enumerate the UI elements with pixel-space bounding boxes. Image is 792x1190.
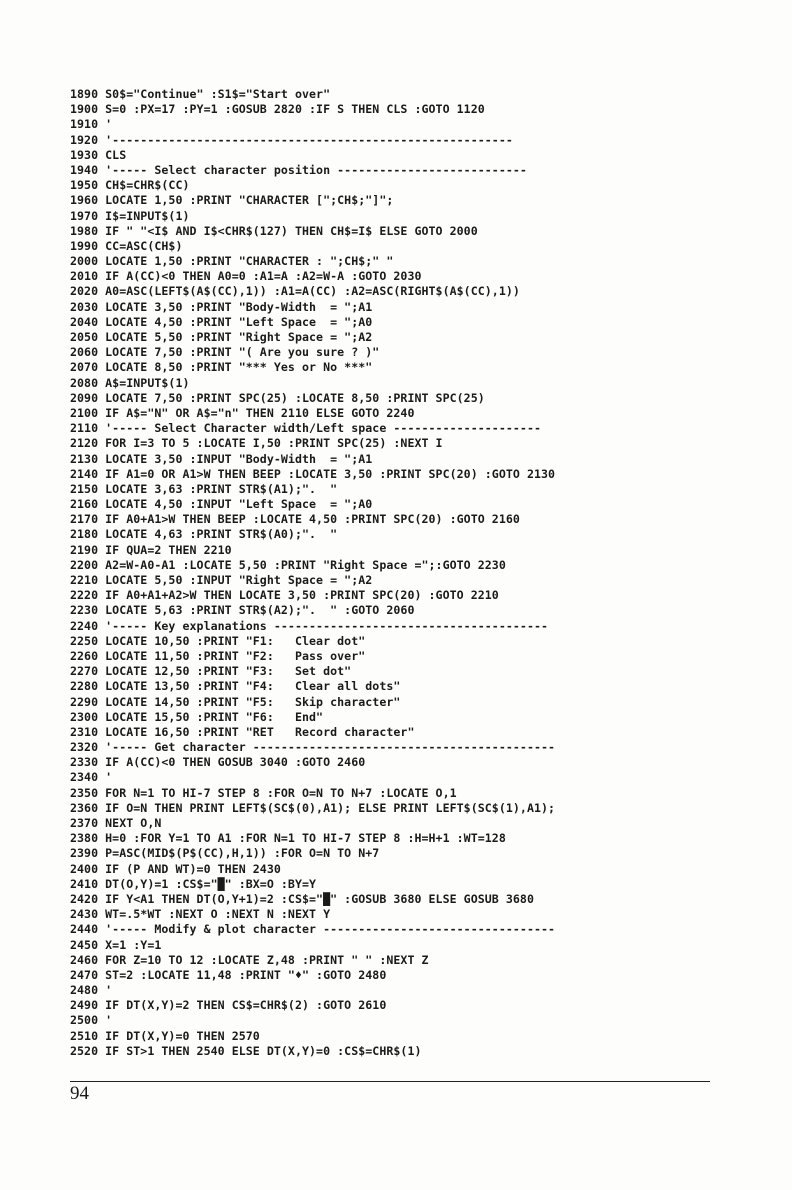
code-line: 2470 ST=2 :LOCATE 11,48 :PRINT "♦" :GOTO 2480 xyxy=(70,967,387,982)
code-line: 2440 '----- Modify & plot character --------------------------------- xyxy=(70,922,556,937)
code-line: 1930 CLS xyxy=(70,147,127,162)
code-line: 2040 LOCATE 4,50 :PRINT "Left Space = ";A0 xyxy=(70,314,373,329)
basic-program-listing xyxy=(70,87,730,1059)
code-line: 1940 '----- Select character position --------------------------- xyxy=(70,162,527,177)
code-line: 2070 LOCATE 8,50 :PRINT "*** Yes or No ***" xyxy=(70,360,373,375)
code-line: 2240 '----- Key explanations --------------------------------------- xyxy=(70,618,549,633)
code-line: 2350 FOR N=1 TO HI-7 STEP 8 :FOR O=N TO N+7 :LOCATE O,1 xyxy=(70,785,457,800)
code-line: 2370 NEXT O,N xyxy=(70,816,162,830)
code-line: 2260 LOCATE 11,50 :PRINT "F2: Pass over" xyxy=(70,648,366,663)
code-line: 1960 LOCATE 1,50 :PRINT "CHARACTER [";CH$;"]"; xyxy=(70,193,394,208)
code-line: 2050 LOCATE 5,50 :PRINT "Right Space = ";A2 xyxy=(70,330,373,344)
code-line: 1920 '--------------------------------------------------------- xyxy=(70,132,513,147)
code-line: 2460 FOR Z=10 TO 12 :LOCATE Z,48 :PRINT " " :NEXT Z xyxy=(70,952,429,967)
code-line: 2280 LOCATE 13,50 :PRINT "F4: Clear all dots" xyxy=(70,679,401,694)
code-line: 1910 ' xyxy=(70,117,113,132)
code-line: 2180 LOCATE 4,63 :PRINT STR$(A0);". " xyxy=(70,527,338,542)
code-line: 2430 WT=.5*WT :NEXT O :NEXT N :NEXT Y xyxy=(70,907,331,922)
code-line: 2210 LOCATE 5,50 :INPUT "Right Space = ";A2 xyxy=(70,573,373,587)
code-line: 2340 ' xyxy=(70,770,113,785)
code-line: 2020 A0=ASC(LEFT$(A$(CC),1)) :A1=A(CC) :A2=ASC(RIGHT$(A$(CC),1)) xyxy=(70,284,520,299)
code-line: 2450 X=1 :Y=1 xyxy=(70,937,162,952)
code-line: 2390 P=ASC(MID$(P$(CC),H,1)) :FOR O=N TO N+7 xyxy=(70,846,380,861)
code-line: 2060 LOCATE 7,50 :PRINT "( Are you sure ? )" xyxy=(70,345,380,360)
code-line: 2010 IF A(CC)<0 THEN A0=0 :A1=A :A2=W-A :GOTO 2030 xyxy=(70,269,422,284)
code-line: 2140 IF A1=0 OR A1>W THEN BEEP :LOCATE 3,50 :PRINT SPC(20) :GOTO 2130 xyxy=(70,466,556,481)
code-line: 2330 IF A(CC)<0 THEN GOSUB 3040 :GOTO 2460 xyxy=(70,755,366,770)
code-line: 1990 CC=ASC(CH$) xyxy=(70,238,183,253)
code-line: 2490 IF DT(X,Y)=2 THEN CS$=CHR$(2) :GOTO 2610 xyxy=(70,998,387,1013)
code-line: 2220 IF A0+A1+A2>W THEN LOCATE 3,50 :PRINT SPC(20) :GOTO 2210 xyxy=(70,588,499,603)
code-line: 2480 ' xyxy=(70,983,113,998)
code-line: 2080 A$=INPUT$(1) xyxy=(70,375,190,390)
code-line: 2520 IF ST>1 THEN 2540 ELSE DT(X,Y)=0 :CS$=CHR$(1) xyxy=(70,1043,422,1058)
code-line: 2310 LOCATE 16,50 :PRINT "RET Record character" xyxy=(70,724,415,739)
code-line: 2290 LOCATE 14,50 :PRINT "F5: Skip character" xyxy=(70,694,401,709)
code-line: 2360 IF O=N THEN PRINT LEFT$(SC$(0),A1); ELSE PRINT LEFT$(SC$(1),A1); xyxy=(70,800,556,815)
code-line: 2510 IF DT(X,Y)=0 THEN 2570 xyxy=(70,1028,260,1043)
code-line: 2120 FOR I=3 TO 5 :LOCATE I,50 :PRINT SPC(25) :NEXT I xyxy=(70,436,443,451)
code-line: 2500 ' xyxy=(70,1013,113,1028)
code-line: 2320 '----- Get character ------------------------------------------- xyxy=(70,740,556,755)
code-line: 2000 LOCATE 1,50 :PRINT "CHARACTER : ";CH$;" " xyxy=(70,254,394,269)
code-line: 2200 A2=W-A0-A1 :LOCATE 5,50 :PRINT "Right Space =";:GOTO 2230 xyxy=(70,557,506,572)
code-line: 1980 IF " "<I$ AND I$<CHR$(127) THEN CH$=I$ ELSE GOTO 2000 xyxy=(70,223,478,238)
code-line: 2410 DT(O,Y)=1 :CS$="█" :BX=O :BY=Y xyxy=(70,876,317,891)
code-line: 2110 '----- Select Character width/Left space --------------------- xyxy=(70,421,542,436)
code-line: 2380 H=0 :FOR Y=1 TO A1 :FOR N=1 TO HI-7 STEP 8 :H=H+1 :WT=128 xyxy=(70,831,506,846)
code-line: 1900 S=0 :PX=17 :PY=1 :GOSUB 2820 :IF S THEN CLS :GOTO 1120 xyxy=(70,102,485,117)
code-line: 2170 IF A0+A1>W THEN BEEP :LOCATE 4,50 :PRINT SPC(20) :GOTO 2160 xyxy=(70,512,520,527)
code-line: 1970 I$=INPUT$(1) xyxy=(70,208,190,223)
code-line: 2130 LOCATE 3,50 :INPUT "Body-Width = ";A1 xyxy=(70,451,373,466)
page-number: 94 xyxy=(70,1083,89,1104)
code-line: 2030 LOCATE 3,50 :PRINT "Body-Width = ";A1 xyxy=(70,299,373,314)
code-line: 2300 LOCATE 15,50 :PRINT "F6: End" xyxy=(70,709,324,724)
footer-rule xyxy=(70,1081,710,1082)
code-line: 2270 LOCATE 12,50 :PRINT "F3: Set dot" xyxy=(70,664,352,679)
code-line: 1950 CH$=CHR$(CC) xyxy=(70,178,190,193)
code-line: 2090 LOCATE 7,50 :PRINT SPC(25) :LOCATE 8,50 :PRINT SPC(25) xyxy=(70,390,485,405)
code-line: 2400 IF (P AND WT)=0 THEN 2430 xyxy=(70,861,281,876)
code-line: 2250 LOCATE 10,50 :PRINT "F1: Clear dot" xyxy=(70,633,366,648)
code-line: 1890 S0$="Continue" :S1$="Start over" xyxy=(70,87,331,101)
code-line: 2230 LOCATE 5,63 :PRINT STR$(A2);". " :GOTO 2060 xyxy=(70,603,415,618)
code-line: 2420 IF Y<A1 THEN DT(O,Y+1)=2 :CS$="█" :GOSUB 3680 ELSE GOSUB 3680 xyxy=(70,891,534,906)
code-line: 2150 LOCATE 3,63 :PRINT STR$(A1);". " xyxy=(70,481,338,496)
code-line: 2100 IF A$="N" OR A$="n" THEN 2110 ELSE GOTO 2240 xyxy=(70,405,415,420)
code-line: 2190 IF QUA=2 THEN 2210 xyxy=(70,542,232,557)
code-line: 2160 LOCATE 4,50 :INPUT "Left Space = ";A0 xyxy=(70,497,373,512)
